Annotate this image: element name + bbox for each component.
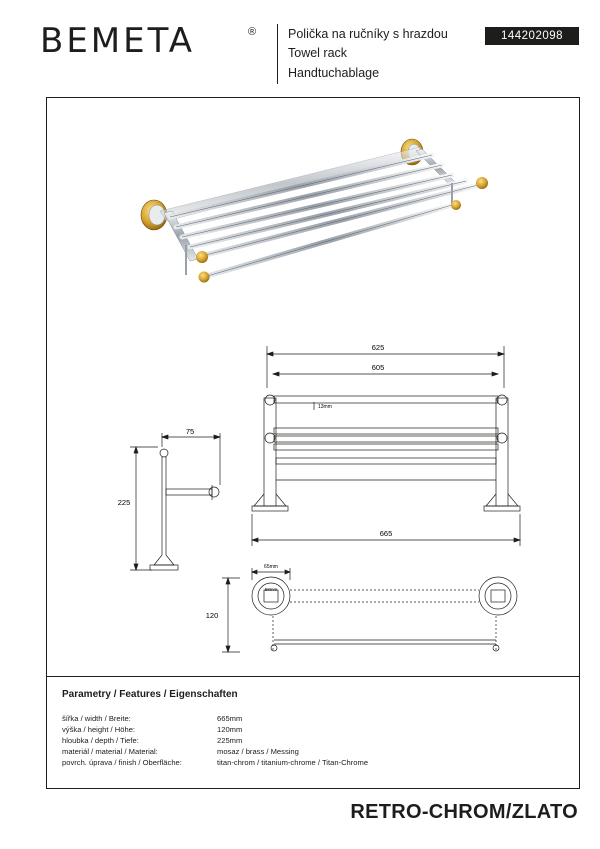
param-value-width: 665mm (217, 714, 243, 723)
dim-height-side: 225 (117, 498, 131, 507)
product-code-badge: 144202098 (485, 27, 579, 45)
title-german: Handtuchablage (288, 66, 380, 80)
side-view-drawing (110, 425, 240, 580)
title-czech: Polička na ručníky s hrazdou (288, 27, 448, 41)
product-illustration (120, 125, 500, 295)
dim-total-width: 625 (371, 343, 385, 352)
param-value-finish: titan-chrom / titanium-chrome / Titan-Chrome (217, 758, 369, 767)
dim-bar: 13mm (318, 404, 332, 410)
dim-inner-width: 605 (371, 363, 385, 372)
dim-rosette: 65mm (264, 564, 278, 570)
param-label-material: materiál / material / Material: (62, 747, 158, 756)
param-label-width: šířka / width / Breite: (62, 714, 131, 723)
finial-rear-bar (451, 200, 461, 210)
param-label-depth: hloubka / depth / Tiefe: (62, 736, 139, 745)
dim-depth: 75 (185, 427, 195, 436)
param-value-height: 120mm (217, 725, 243, 734)
param-label-height: výška / height / Höhe: (62, 725, 136, 734)
dim-height-bottom: 120 (205, 611, 219, 620)
brand-logo: BEMETA (40, 21, 196, 61)
product-line-title: RETRO-CHROM/ZLATO (350, 801, 578, 823)
finial-front-top (196, 251, 208, 263)
front-view-drawing (240, 340, 540, 550)
finial-front-bar (199, 272, 210, 283)
parameters-heading: Parametry / Features / Eigenschaften (62, 689, 238, 700)
param-label-finish: povrch. úprava / finish / Oberfläche: (62, 758, 182, 767)
title-english: Towel rack (288, 46, 348, 60)
dim-bolt: 58mm (264, 587, 278, 592)
param-value-material: mosaz / brass / Messing (217, 747, 299, 756)
top-view-drawing (200, 560, 530, 660)
param-value-depth: 225mm (217, 736, 243, 745)
header-divider (277, 24, 278, 84)
dim-length: 665 (379, 529, 393, 538)
finial-rear-top (476, 177, 488, 189)
registered-mark: ® (248, 26, 257, 38)
